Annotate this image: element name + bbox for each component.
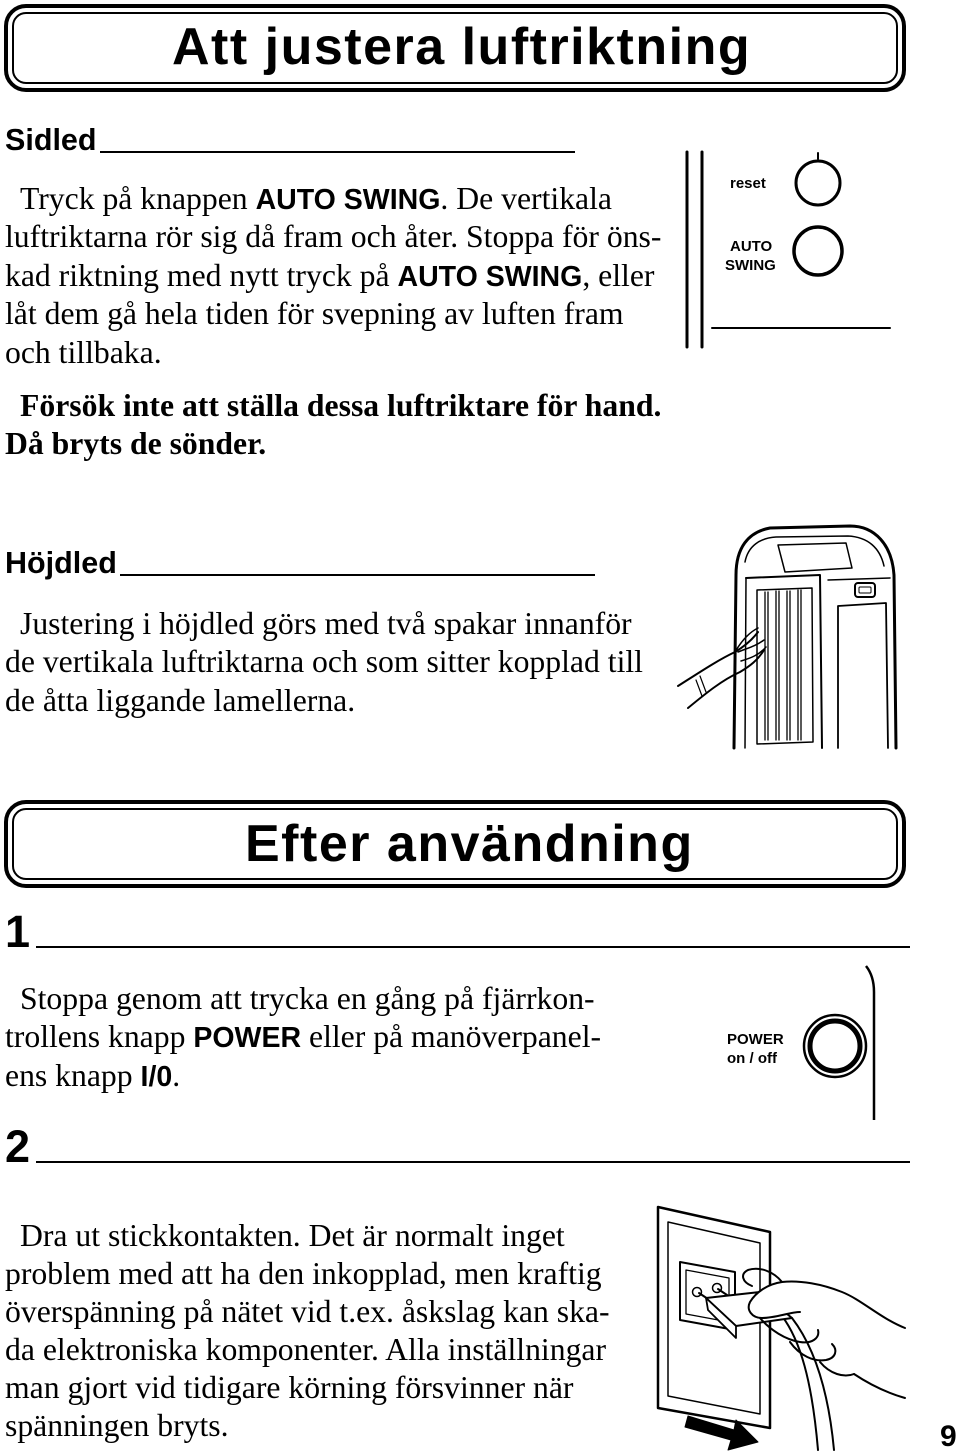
text-run: , eller: [582, 257, 655, 293]
paragraph-hojdled: [5, 605, 643, 720]
text-line: [5, 980, 601, 1018]
unit-outline: [736, 526, 896, 748]
auto-swing-label-line: SWING: [725, 257, 776, 274]
panel-edge-line: [866, 966, 874, 1120]
text-run: Stoppa genom att trycka en gång på fjärrkon-: [20, 981, 595, 1016]
text-line: de vertikala luftriktarna och som sitter kopplad till: [5, 644, 643, 680]
text-line: överspänning på nätet vid t.ex. åskslag kan ska-: [5, 1294, 610, 1329]
wrist-lines: [696, 676, 706, 696]
text-line: de åtta liggande lamellerna.: [5, 682, 356, 718]
warning-paragraph: [5, 387, 661, 464]
text-line: problem med att ha den inkopplad, men kraftig: [5, 1256, 602, 1291]
subheading-hojdled: Höjdled: [5, 546, 117, 580]
power-label-line: POWER: [727, 1031, 784, 1048]
power-button-icon: [804, 1015, 866, 1077]
wrist-line: [854, 1374, 905, 1398]
power-label-line: on / off: [727, 1050, 777, 1067]
page-number: 9: [940, 1420, 957, 1453]
text-run: trollens knapp: [5, 1019, 194, 1055]
text-line: [5, 334, 661, 372]
button-name-i0: I/0: [140, 1060, 173, 1093]
warning-line: Då bryts de sönder.: [5, 426, 267, 462]
vertical-louvers: [765, 590, 801, 740]
text-line: [5, 257, 661, 295]
hand-icon: [688, 650, 764, 708]
step-number: 2: [5, 1121, 31, 1172]
text-line: Dra ut stickkontakten. Det är normalt inget: [20, 1218, 565, 1253]
power-cord: [782, 1316, 818, 1450]
unit-handle-inner: [859, 587, 871, 593]
text-line: [5, 295, 661, 333]
text-run: luftriktarna rör sig då fram och åter. Stoppa för öns-: [5, 219, 662, 255]
subheading-rule: [100, 151, 575, 153]
finger-line: [820, 1362, 854, 1376]
side-panel-grille: [838, 603, 888, 748]
text-line: spänningen bryts.: [5, 1408, 229, 1443]
paragraph-step-2: [5, 1217, 610, 1445]
text-run: Tryck på knappen: [20, 181, 256, 216]
auto-swing-panel-illustration: [675, 148, 900, 352]
text-run: . De vertikala: [440, 181, 612, 216]
text-run: .: [172, 1057, 181, 1093]
side-panel-top: [828, 578, 890, 580]
unit-handle: [855, 583, 875, 597]
reset-label: reset: [730, 175, 766, 192]
step-number: 1: [5, 906, 31, 957]
unit-left-edge: [734, 575, 736, 748]
paragraph-step-1: [5, 980, 601, 1095]
text-line: [5, 1057, 601, 1095]
text-run: ens knapp: [5, 1057, 141, 1093]
text-run: och tillbaka.: [5, 334, 162, 370]
text-line: [5, 180, 661, 218]
section-title-adjust: Att justera luftriktning: [172, 18, 752, 76]
button-name-power: POWER: [193, 1022, 302, 1055]
power-cord: [792, 1318, 834, 1450]
air-conditioner-hand-illustration: [675, 522, 900, 750]
subheading-rule: [120, 574, 595, 576]
power-button-illustration: [720, 962, 880, 1124]
power-button-ring: [810, 1021, 860, 1071]
unplug-illustration: [650, 1195, 910, 1452]
section-title-after-use: Efter användning: [245, 815, 694, 873]
text-line: da elektroniska komponenter. Alla inställningar: [5, 1332, 607, 1367]
auto-swing-button-icon: [794, 227, 842, 275]
button-name-auto-swing: AUTO SWING: [255, 184, 441, 216]
step-rule: [36, 946, 910, 948]
text-run: eller på manöverpanel-: [301, 1019, 602, 1055]
text-line: man gjort vid tidigare körning försvinner när: [5, 1370, 574, 1405]
front-panel-edge: [745, 578, 746, 748]
step-rule: [36, 1161, 910, 1163]
text-line: Justering i höjdled görs med två spakar innanför: [20, 606, 632, 641]
top-outlet: [778, 543, 852, 572]
auto-swing-label-line: AUTO: [730, 238, 773, 255]
subheading-sidled: Sidled: [5, 123, 97, 157]
reset-button-icon: [796, 161, 840, 205]
text-line: [5, 218, 661, 256]
button-name-auto-swing: AUTO SWING: [397, 260, 583, 293]
text-run: låt dem gå hela tiden för svepning av luften fram: [5, 296, 624, 332]
text-line: [5, 1018, 601, 1056]
text-run: kad riktning med nytt tryck på: [5, 257, 398, 293]
paragraph-sidled: [5, 180, 661, 372]
warning-line: Försök inte att ställa dessa luftriktare för hand.: [20, 388, 662, 423]
unit-top-ridge: [745, 536, 884, 566]
